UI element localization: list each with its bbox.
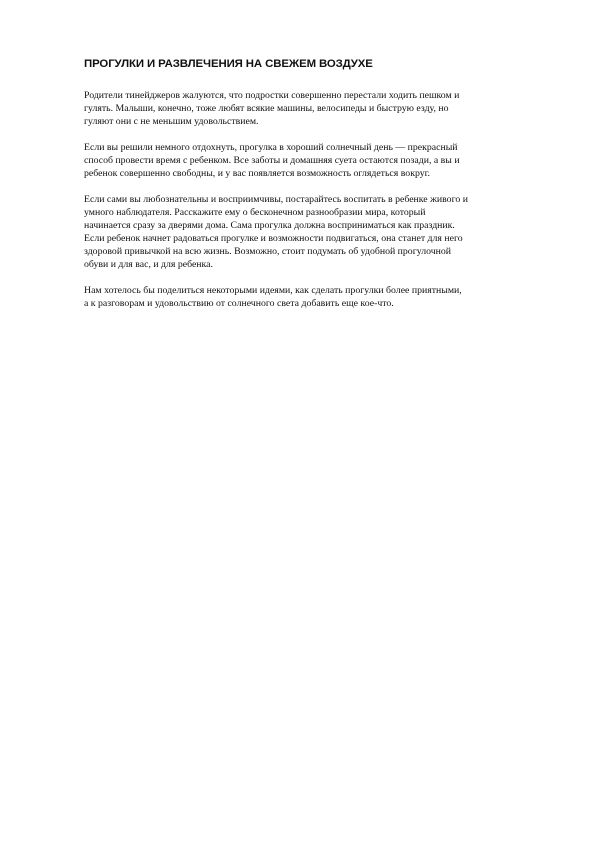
paragraph-line: ребенок совершенно свободны, и у вас появляется возможность оглядеться вокруг. — [84, 168, 430, 179]
document-title: ПРОГУЛКИ И РАЗВЛЕЧЕНИЯ НА СВЕЖЕМ ВОЗДУХЕ — [84, 58, 373, 70]
document-body — [84, 57, 554, 323]
paragraph-line: Если вы решили немного отдохнуть, прогулка в хороший солнечный день — прекрасный — [84, 142, 458, 153]
paragraph-line: гуляют они с не меньшим удовольствием. — [84, 116, 259, 127]
paragraph-line: умного наблюдателя. Расскажите ему о бесконечном разнообразии мира, который — [84, 207, 426, 218]
paragraph-4 — [84, 284, 554, 310]
paragraph-3 — [84, 193, 554, 271]
paragraph-line: Родители тинейджеров жалуются, что подростки совершенно перестали ходить пешком и — [84, 90, 460, 101]
paragraph-1 — [84, 89, 554, 128]
paragraph-line: Если ребенок начнет радоваться прогулке и возможности подвигаться, она станет для него — [84, 233, 463, 244]
paragraph-line: здоровой привычкой на всю жизнь. Возможно, стоит подумать об удобной прогулочной — [84, 246, 452, 257]
paragraph-line: гулять. Малыши, конечно, тоже любят всякие машины, велосипеды и быструю езду, но — [84, 103, 449, 114]
paragraph-line: способ провести время с ребенком. Все заботы и домашняя суета остаются позади, а вы и — [84, 155, 460, 166]
paragraph-line: Нам хотелось бы поделиться некоторыми идеями, как сделать прогулки более приятными, — [84, 285, 462, 296]
paragraph-line: обуви и для вас, и для ребенка. — [84, 259, 213, 270]
paragraph-2 — [84, 141, 554, 180]
paragraph-line: а к разговорам и удовольствию от солнечного света добавить еще кое-что. — [84, 298, 394, 309]
paragraph-line: Если сами вы любознательны и восприимчивы, постарайтесь воспитать в ребенке живого и — [84, 194, 468, 205]
paragraph-line: начинается сразу за дверями дома. Сама прогулка должна восприниматься как праздник. — [84, 220, 455, 231]
